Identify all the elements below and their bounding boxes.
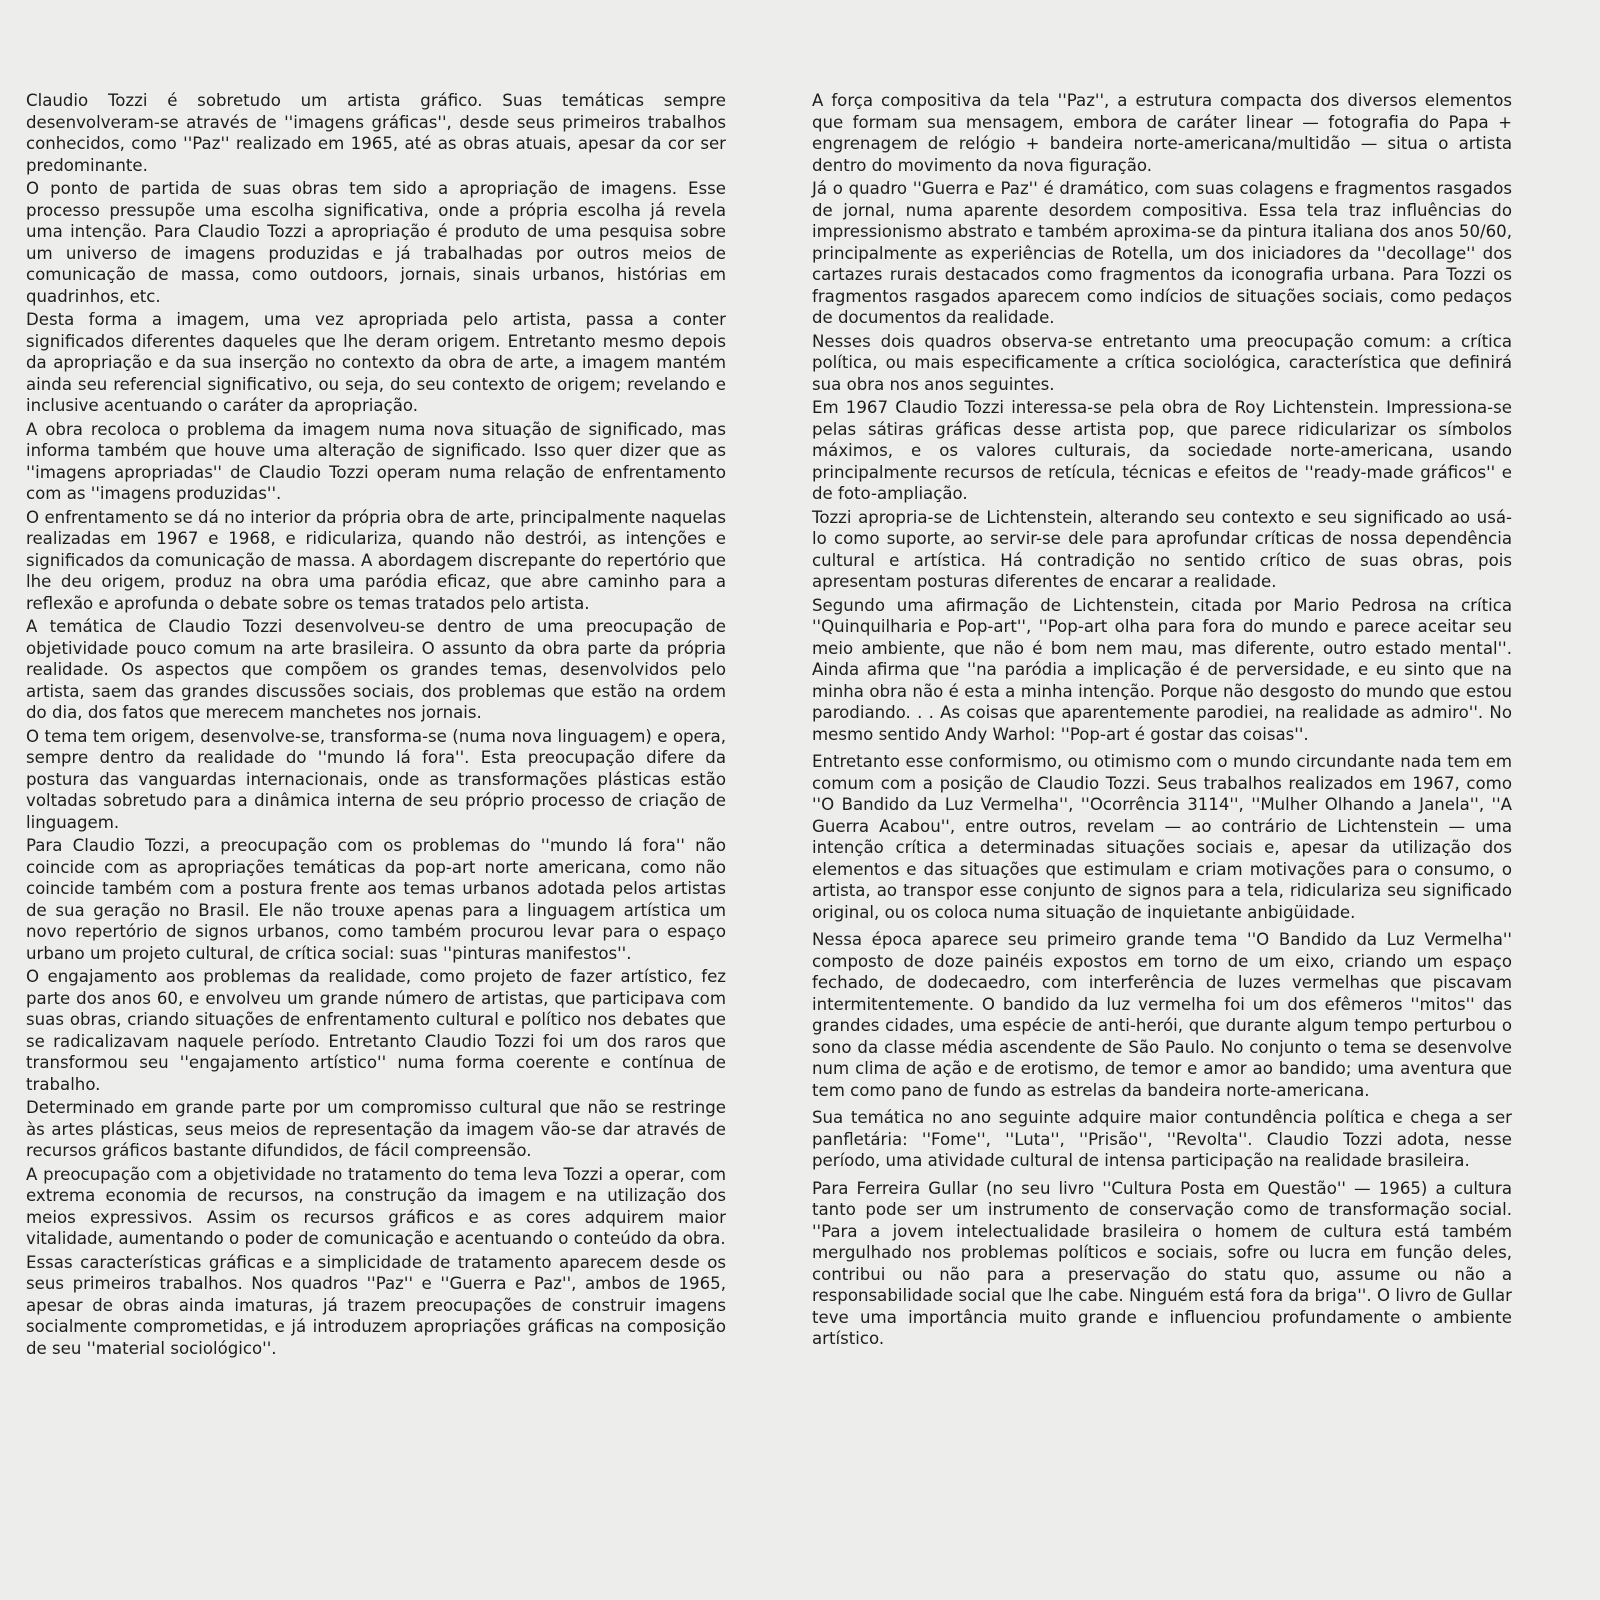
paragraph: Desta forma a imagem, uma vez apropriada pelo artista, passa a conter significados diferentes daqueles que lhe deram origem. Entretanto mesmo depois da apropriação e da sua inserção no contexto da obra de arte, a imagem mantém ainda seu referencial significativo, ou seja, do seu contexto de origem; revelando e inclusive acentuando o caráter da apropriação. — [26, 310, 726, 415]
paragraph: A temática de Claudio Tozzi desenvolveu-se dentro de uma preocupação de objetividade pouco comum na arte brasileira. O assunto da obra parte da própria realidade. Os aspectos que compõem os grandes temas, desenvolvidos pelo artista, saem das grandes discussões sociais, dos problemas que estão na ordem do dia, dos fatos que merecem manchetes nos jornais. — [26, 617, 726, 722]
paragraph: A preocupação com a objetividade no tratamento do tema leva Tozzi a operar, com extrema economia de recursos, na construção da imagem e na utilização dos meios expressivos. Assim os recursos gráficos e as cores adquirem maior vitalidade, aumentando o poder de comunicação e acentuando o conteúdo da obra. — [26, 1164, 726, 1248]
paragraph: Claudio Tozzi é sobretudo um artista gráfico. Suas temáticas sempre desenvolveram-se através de ''imagens gráficas'', desde seus primeiros trabalhos conhecidos, como ''Paz'' realizado em 1965, até as obras atuais, apesar da cor ser predominante. — [26, 91, 726, 175]
paragraph: Tozzi apropria-se de Lichtenstein, alterando seu contexto e seu significado ao usá-lo como suporte, ao servir-se dele para aprofundar críticas de nossa dependência cultural e artística. Há contradição no sentido crítico de suas obras, pois apresentam posturas diferentes de encarar a realidade. — [812, 507, 1512, 591]
paragraph: O enfrentamento se dá no interior da própria obra de arte, principalmente naquelas realizadas em 1967 e 1968, e ridiculariza, quando não destrói, as intenções e significados da comunicação de massa. A abordagem discrepante do repertório que lhe deu origem, produz na obra uma paródia eficaz, que abre caminho para a reflexão e aprofunda o debate sobre os temas tratados pelo artista. — [26, 507, 726, 613]
paragraph: O ponto de partida de suas obras tem sido a apropriação de imagens. Esse processo pressupõe uma escolha significativa, onde a própria escolha já revela uma intenção. Para Claudio Tozzi a apropriação é produto de uma pesquisa sobre um universo de imagens produzidas e já trabalhadas por outros meios de comunicação de massa, como outdoors, jornais, sinais urbanos, histórias em quadrinhos, etc. — [26, 179, 726, 306]
paragraph: Determinado em grande parte por um compromisso cultural que não se restringe às artes plásticas, seus meios de representação da imagem vão-se dar através de recursos gráficos bastante difundidos, de fácil compreensão. — [26, 1098, 726, 1160]
right-text-column — [812, 90, 1512, 1352]
left-text-column — [26, 90, 726, 1361]
paragraph: Para Ferreira Gullar (no seu livro ''Cultura Posta em Questão'' — 1965) a cultura tanto pode ser um instrumento de conservação como de transformação social. ''Para a jovem intelectualidade brasileira o homem de cultura está também mergulhado nos problemas políticos e sociais, sofre ou lucra em função deles, contribui ou não para a preservação do statu quo, assume ou não a responsabilidade social que lhe cabe. Ninguém está fora da briga''. O livro de Gullar teve uma importância muito grande e influenciou profundamente o ambiente artístico. — [812, 1178, 1512, 1348]
paragraph: Segundo uma afirmação de Lichtenstein, citada por Mario Pedrosa na crítica ''Quinquilharia e Pop-art'', ''Pop-art olha para fora do mundo e parece aceitar seu meio ambiente, que não é bom nem mau, mas diferente, outro estado mental''. Ainda afirma que ''na paródia a implicação é de perversidade, e eu sinto que na minha obra não é esta a minha intenção. Porque não desgosto do mundo que estou parodiando. . . As coisas que aparentemente parodiei, na realidade as admiro''. No mesmo sentido Andy Warhol: ''Pop-art é gostar das coisas''. — [812, 595, 1512, 744]
paragraph: Em 1967 Claudio Tozzi interessa-se pela obra de Roy Lichtenstein. Impressiona-se pelas sátiras gráficas desse artista pop, que parece ridicularizar os símbolos máximos, e os valores culturais, da sociedade norte-americana, usando principalmente recursos de retícula, técnicas e efeitos de ''ready-made gráficos'' e de foto-ampliação. — [812, 398, 1512, 503]
paragraph: Sua temática no ano seguinte adquire maior contundência política e chega a ser panfletária: ''Fome'', ''Luta'', ''Prisão'', ''Revolta''. Claudio Tozzi adota, nesse período, uma atividade cultural de intensa participação na realidade brasileira. — [812, 1108, 1512, 1170]
paragraph: Para Claudio Tozzi, a preocupação com os problemas do ''mundo lá fora'' não coincide com as apropriações temáticas da pop-art norte americana, como não coincide também com a postura frente aos temas urbanos adotada pelos artistas de sua geração no Brasil. Ele não trouxe apenas para a linguagem artística um novo repertório de signos urbanos, como também procurou levar para o espaço urbano um projeto cultural, de crítica social: suas ''pinturas manifestos''. — [26, 836, 726, 963]
paragraph: O engajamento aos problemas da realidade, como projeto de fazer artístico, fez parte dos anos 60, e envolveu um grande número de artistas, que participava com suas obras, criando situações de enfrentamento cultural e político nos debates que se radicalizavam naquele período. Entretanto Claudio Tozzi foi um dos raros que transformou seu ''engajamento artístico'' numa forma coerente e contínua de trabalho. — [26, 967, 726, 1094]
paragraph: A força compositiva da tela ''Paz'', a estrutura compacta dos diversos elementos que formam sua mensagem, embora de caráter linear — fotografia do Papa + engrenagem de relógio + bandeira norte-americana/multidão — situa o artista dentro do movimento da nova figuração. — [812, 91, 1512, 175]
paragraph: Nessa época aparece seu primeiro grande tema ''O Bandido da Luz Vermelha'' composto de doze painéis expostos em torno de um eixo, criando um espaço fechado, de dodecaedro, com interferência de luzes vermelhas que piscavam intermitentemente. O bandido da luz vermelha foi um dos efêmeros ''mitos'' das grandes cidades, uma espécie de anti-herói, que durante algum tempo perturbou o sono da classe média ascendente de São Paulo. No conjunto o tema se desenvolve num clima de ação e de erotismo, de temor e amor ao bandido; uma aventura que tem como pano de fundo as estrelas da bandeira norte-americana. — [812, 930, 1512, 1100]
paragraph: Já o quadro ''Guerra e Paz'' é dramático, com suas colagens e fragmentos rasgados de jornal, numa aparente desordem compositiva. Essa tela traz influências do impressionismo abstrato e também aproxima-se da pintura italiana dos anos 50/60, principalmente as experiências de Rotella, um dos iniciadores da ''decollage'' dos cartazes rurais destacados como fragmentos da iconografia urbana. Para Tozzi os fragmentos rasgados aparecem como indícios de situações sociais, como pedaços de documentos da realidade. — [812, 179, 1512, 327]
paragraph: Nesses dois quadros observa-se entretanto uma preocupação comum: a crítica política, ou mais especificamente a crítica sociológica, característica que definirá sua obra nos anos seguintes. — [812, 331, 1512, 394]
paragraph: Essas características gráficas e a simplicidade de tratamento aparecem desde os seus primeiros trabalhos. Nos quadros ''Paz'' e ''Guerra e Paz'', ambos de 1965, apesar de obras ainda imaturas, já trazem preocupações de construir imagens socialmente comprometidas, e já introduzem apropriações gráficas na composição de seu ''material sociológico''. — [26, 1252, 726, 1358]
paragraph: Entretanto esse conformismo, ou otimismo com o mundo circundante nada tem em comum com a posição de Claudio Tozzi. Seus trabalhos realizados em 1967, como ''O Bandido da Luz Vermelha'', ''Ocorrência 3114'', ''Mulher Olhando a Janela'', ''A Guerra Acabou'', entre outros, revelam — ao contrário de Lichtenstein — uma intenção crítica a determinadas situações sociais e, apesar da utilização dos elementos e das situações que estimulam e criam motivações para o consumo, o artista, ao transpor esse conjunto de signos para a tela, ridiculariza seu significado original, ou os coloca numa situação de inquietante anbigüidade. — [812, 752, 1512, 922]
paragraph: O tema tem origem, desenvolve-se, transforma-se (numa nova linguagem) e opera, sempre dentro da realidade do ''mundo lá fora''. Esta preocupação difere da postura das vanguardas internacionais, onde as transformações plásticas estão voltadas sobretudo para a dinâmica interna de seu próprio processo de criação de linguagem. — [26, 726, 726, 832]
paragraph: A obra recoloca o problema da imagem numa nova situação de significado, mas informa também que houve uma alteração de significado. Isso quer dizer que as ''imagens apropriadas'' de Claudio Tozzi operam numa relação de enfrentamento com as ''imagens produzidas''. — [26, 419, 726, 503]
